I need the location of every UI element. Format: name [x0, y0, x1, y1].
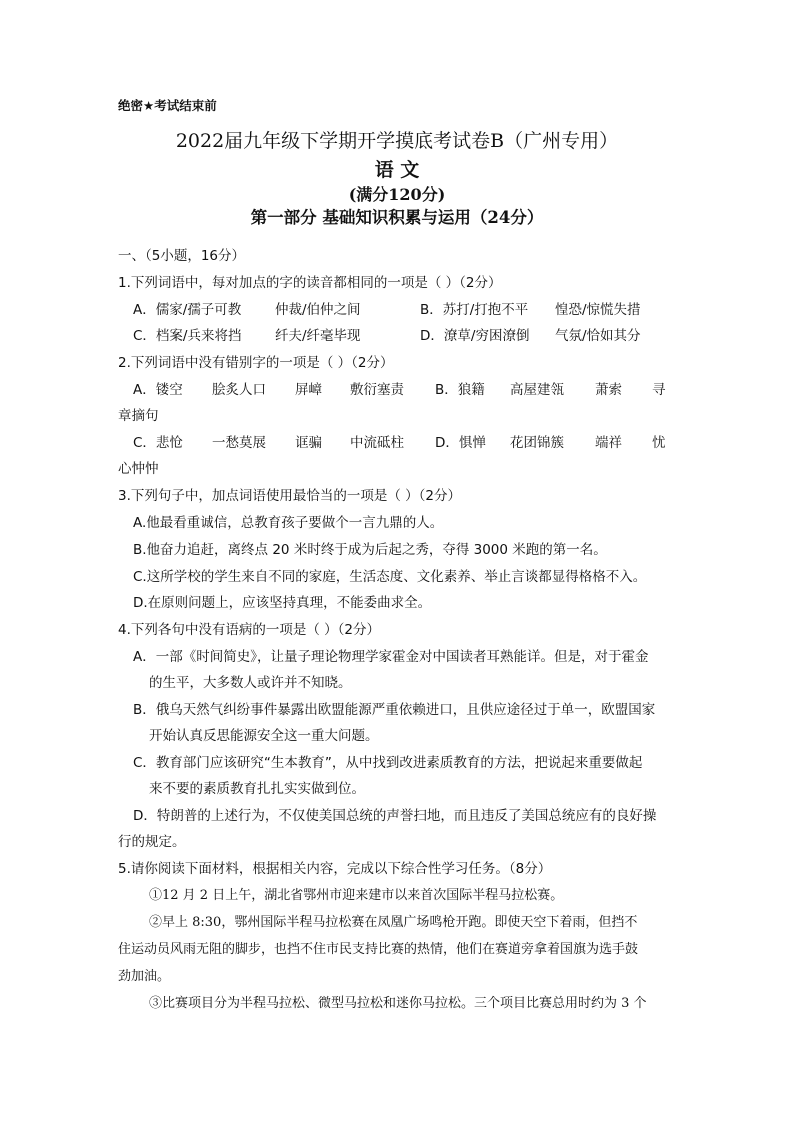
q5-material-paragraph-3: ③比赛项目分为半程马拉松、微型马拉松和迷你马拉松。三个项目比赛总用时约为 3 个 — [149, 996, 647, 1011]
exam-title: 2022届九年级下学期开学摸底考试卷B（广州专用） — [175, 130, 619, 152]
q2-option-d-4: 忧 — [652, 435, 666, 451]
q1-option-c-2: 纤夫/纤毫毕现 — [275, 328, 361, 344]
q1-option-d-2: 气氛/恰如其分 — [555, 328, 641, 344]
q4-option-b-line2: 开始认真反思能源安全这一重大问题。 — [149, 728, 379, 744]
q2-stem: 2.下列词语中没有错别字的一项是（ ）（2分） — [118, 355, 394, 371]
q5-material-paragraph-2-line3: 劲加油。 — [118, 969, 171, 984]
q2-option-c-2: 一愁莫展 — [212, 435, 266, 451]
q1-option-b-2: 惶恐/惊慌失措 — [555, 302, 641, 318]
q4-option-d-line2: 行的规定。 — [118, 834, 186, 850]
q3-option-a: A.他最看重诚信，总教育孩子要做个一言九鼎的人。 — [133, 515, 444, 531]
q3-option-d: D.在原则问题上，应该坚持真理，不能委曲求全。 — [133, 595, 432, 611]
q2-option-d-3: 端祥 — [595, 435, 622, 451]
q4-stem: 4.下列各句中没有语病的一项是（ ）（2分） — [118, 622, 381, 638]
q4-option-a-line2: 的生平，大多数人或许并不知晓。 — [149, 675, 352, 691]
q4-option-b-line1: B．俄乌天然气纠纷事件暴露出欧盟能源严重依赖进口，且供应途径过于单一，欧盟国家 — [133, 702, 656, 718]
q2-option-d-2: 花团锦簇 — [510, 435, 564, 451]
q5-stem: 5.请你阅读下面材料，根据相关内容，完成以下综合性学习任务。（8分） — [118, 861, 552, 877]
q4-option-c-line2: 来不要的素质教育扎扎实实做到位。 — [149, 781, 365, 797]
q2-option-a-2: 脍炙人口 — [212, 382, 266, 398]
q2-option-b-3: 萧索 — [595, 382, 622, 398]
subject-title: 语 文 — [374, 159, 420, 181]
q2-option-d-continuation: 心忡忡 — [118, 461, 159, 477]
q3-option-b: B.他奋力追赶，离终点 20 米时终于成为后起之秀，夺得 3000 米跑的第一名。 — [133, 542, 607, 558]
q1-option-c-1: C．档案/兵来将挡 — [133, 328, 242, 344]
section-label: 一、（5小题，16分） — [118, 248, 246, 264]
q1-option-a-2: 仲裁/伯仲之间 — [275, 302, 361, 318]
confidential-label: 绝密★考试结束前 — [118, 98, 217, 113]
q2-option-b-continuation: 章摘句 — [118, 408, 159, 424]
q3-option-c: C.这所学校的学生来自不同的家庭，生活态度、文化素养、举止言谈都显得格格不入。 — [133, 569, 647, 585]
q2-option-c-3: 诓骗 — [295, 435, 322, 451]
q2-option-b-2: 高屋建瓴 — [510, 382, 564, 398]
q5-material-paragraph-2-line1: ②早上 8:30，鄂州国际半程马拉松赛在凤凰广场鸣枪开跑。即使天空下着雨，但挡不 — [149, 915, 638, 930]
q2-option-a-1: A．镂空 — [133, 382, 183, 398]
q2-option-c-1: C．悲怆 — [133, 435, 183, 451]
q2-option-a-3: 屏嶂 — [295, 382, 322, 398]
q5-material-paragraph-2-line2: 住运动员风雨无阻的脚步，也挡不住市民支持比赛的热情，他们在赛道旁拿着国旗为选手鼓 — [118, 942, 639, 957]
q4-option-d-line1: D．特朗普的上述行为，不仅使美国总统的声誉扫地，而且违反了美国总统应有的良好操 — [133, 808, 657, 824]
q5-material-paragraph-1: ①12 月 2 日上午，湖北省鄂州市迎来建市以来首次国际半程马拉松赛。 — [149, 888, 564, 903]
q3-stem: 3.下列句子中，加点词语使用最恰当的一项是（ ）（2分） — [118, 488, 462, 504]
q2-option-b-1: B．狼籍 — [435, 382, 485, 398]
q1-option-a-1: A．儒家/孺子可教 — [133, 302, 242, 318]
q2-option-c-4: 中流砥柱 — [350, 435, 404, 451]
q1-option-b-1: B．苏打/打抱不平 — [420, 302, 529, 318]
q2-option-d-1: D．惧惮 — [435, 435, 486, 451]
q4-option-a-line1: A．一部《时间简史》，让量子理论物理学家霍金对中国读者耳熟能详。但是，对于霍金 — [133, 649, 649, 665]
full-score: (满分120分) — [348, 185, 446, 204]
q4-option-c-line1: C．教育部门应该研究“生本教育”，从中找到改进素质教育的方法，把说起来重要做起 — [133, 755, 643, 771]
q1-stem: 1.下列词语中，每对加点的字的读音都相同的一项是（ ）（2分） — [118, 275, 502, 291]
part-one-title: 第一部分 基础知识积累与运用（24分） — [250, 208, 544, 227]
q2-option-a-4: 敷衍塞责 — [350, 382, 404, 398]
q2-option-b-4: 寻 — [652, 382, 666, 398]
q1-option-d-1: D．潦草/穷困潦倒 — [420, 328, 530, 344]
